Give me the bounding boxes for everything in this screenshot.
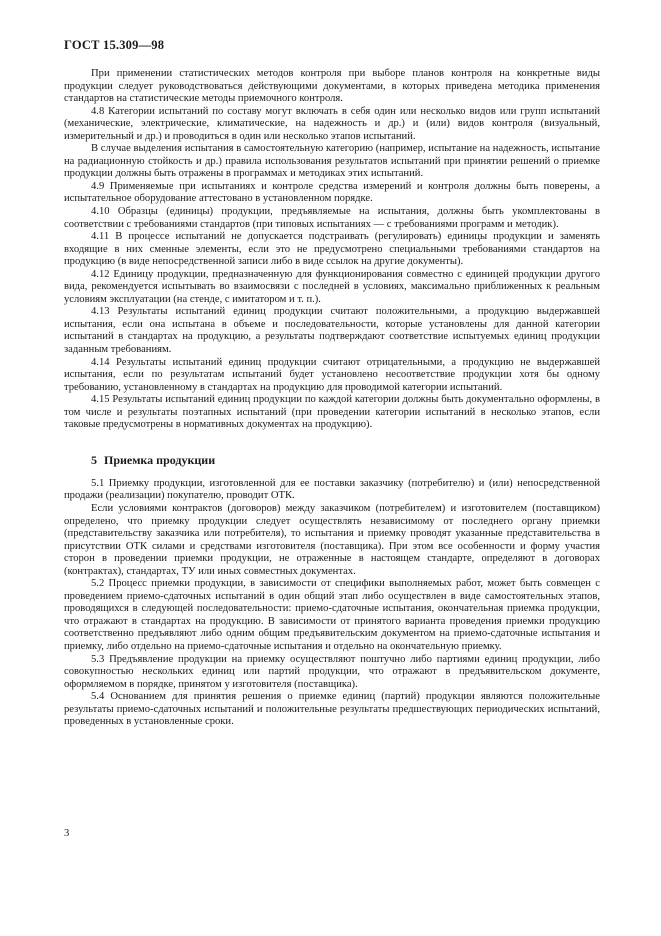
paragraph: 5.4 Основанием для принятия решения о приемке единиц (партий) продукции являются положительные результаты приемо-сдаточных испытаний и положительные результаты предшествующих периодических испытаний, проведенных в установленные сроки. bbox=[64, 691, 600, 728]
paragraph: 4.12 Единицу продукции, предназначенную для функционирования совместно с единицей продукции другого вида, рекомендуется испытывать во взаимосвязи с последней в условиях, максимально приближенных к реальным условиям эксплуатации (на стенде, с имитатором и т. п.). bbox=[64, 268, 600, 305]
page-number: 3 bbox=[64, 828, 70, 839]
paragraph: 4.14 Результаты испытаний единиц продукции считают отрицательными, а продукцию не выдержавшей испытания, если по результатам испытаний будет установлено несоответствие продукции хотя бы одному требованию, установленному в стандартах на продукцию для проводимой категории испытаний. bbox=[64, 356, 600, 393]
paragraph: При применении статистических методов контроля при выборе планов контроля на конкретные виды продукции следует руководствоваться действующими документами, в которых приведена методика применения стандартов на статистические методы приемочного контроля. bbox=[64, 68, 600, 105]
spacer bbox=[64, 467, 600, 478]
document-body bbox=[64, 68, 600, 729]
section-heading bbox=[91, 453, 600, 467]
paragraph: 4.8 Категории испытаний по составу могут включать в себя один или несколько видов или групп испытаний (механические, электрические, климатические, на надежность и др.) и (или) видов контроля (визуальный, измерительный и др.) и проводиться в один или несколько этапов испытаний. bbox=[64, 105, 600, 142]
paragraph: 4.9 Применяемые при испытаниях и контроле средства измерений и контроля должны быть поверены, а испытательное оборудование аттестовано в установленном порядке. bbox=[64, 180, 600, 205]
paragraph: 4.15 Результаты испытаний единиц продукции по каждой категории должны быть документально оформлены, в том числе и результаты поэтапных испытаний (при проведении категории испытаний в несколько этапов, если таковые предусмотрены в нормативных документах на продукцию). bbox=[64, 394, 600, 431]
paragraph: 4.13 Результаты испытаний единиц продукции считают положительными, а продукцию выдержавшей испытания, если она испытана в объеме и последовательности, которые установлены для данной категории испытаний в стандартах на продукцию, а результаты подтверждают соответствие испытуемых единиц продукции заданным требованиям. bbox=[64, 306, 600, 356]
document-header: ГОСТ 15.309—98 bbox=[64, 38, 165, 52]
spacer bbox=[64, 432, 600, 453]
paragraph: 5.2 Процесс приемки продукции, в зависимости от специфики выполняемых работ, может быть совмещен с проведением приемо-сдаточных испытаний в один общий этап либо осуществлен в виде самостоятельных этапов, проводящихся в следующей последовательности: приемо-сдаточные испытания, окончательная приемка продукции, что отражают в стандартах на продукцию. В зависимости от принятого варианта проведения приемки продукцию соответственно предъявляют либо одним общим предъявительским документом на приемо-сдаточные испытания и приемку, либо отдельно на приемо-сдаточные испытания и отдельно на окончательную приемку. bbox=[64, 578, 600, 652]
paragraph: 5.1 Приемку продукции, изготовленной для ее поставки заказчику (потребителю) и (или) непосредственной продажи (реализации) покупателю, проводит ОТК. bbox=[64, 477, 600, 502]
section-title: Приемка продукции bbox=[104, 452, 216, 467]
section-number: 5 bbox=[91, 452, 97, 467]
paragraph: 4.11 В процессе испытаний не допускается подстраивать (регулировать) единицы продукции и заменять входящие в них сменные элементы, если это не предусмотрено специальными требованиями стандартов на продукцию (в виде непосредственной записи либо в виде ссылок на другие документы). bbox=[64, 231, 600, 268]
paragraph: Если условиями контрактов (договоров) между заказчиком (потребителем) и изготовителем (поставщиком) определено, что приемку продукции следует осуществлять независимому от последнего органу приемки (представительству заказчика или потребителя), то испытания и приемку проводят указанные представительства в присутствии ОТК силами и средствами изготовителя (поставщика). При этом все особенности и форму участия сторон в проведении приемки продукции, не отраженные в настоящем стандарте, определяют в договорах (контрактах), стандартах, ТУ или иных совместных документах. bbox=[64, 502, 600, 577]
paragraph: В случае выделения испытания в самостоятельную категорию (например, испытание на надежность, испытание на радиационную стойкость и др.) правила использования результатов испытаний при принятии решений о приемке продукции должны быть отражены в программах и методиках этих испытаний. bbox=[64, 143, 600, 180]
paragraph: 5.3 Предъявление продукции на приемку осуществляют поштучно либо партиями единиц продукции, либо совокупностью нескольких единиц или партий продукции, что отражают в предъявительском документе, оформляемом в порядке, принятом у изготовителя (поставщика). bbox=[64, 653, 600, 690]
paragraph: 4.10 Образцы (единицы) продукции, предъявляемые на испытания, должны быть укомплектованы в соответствии с требованиями стандартов (при типовых испытаниях — с требованиями программ и методик). bbox=[64, 206, 600, 230]
